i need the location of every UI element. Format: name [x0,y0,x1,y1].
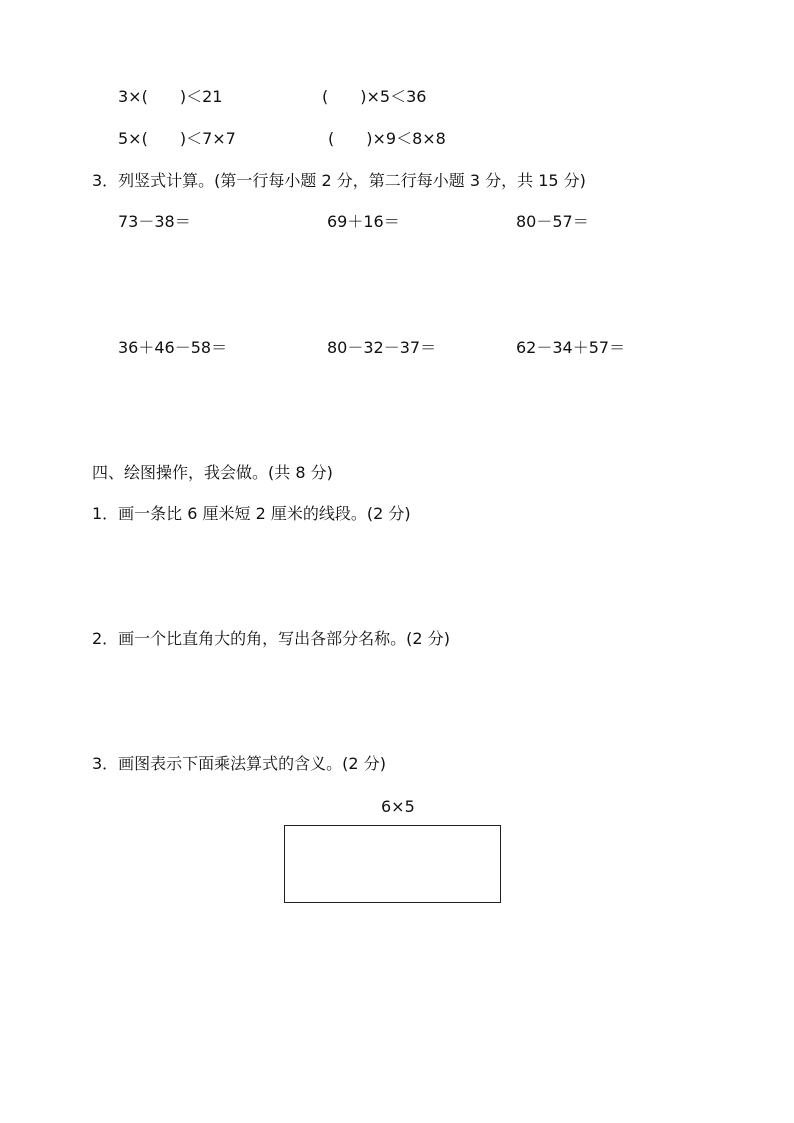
calc-problem-4: 36＋46－58＝ [118,338,228,357]
comparison-2-right: ( )×9＜8×8 [328,129,446,148]
drawing-question-2: 2．画一个比直角大的角，写出各部分名称。(2 分) [92,629,450,648]
calc-problem-2: 69＋16＝ [327,212,400,231]
vertical-calc-heading: 3．列竖式计算。(第一行每小题 2 分，第二行每小题 3 分，共 15 分) [92,171,586,190]
calc-problem-3: 80－57＝ [516,212,589,231]
calc-problem-5: 80－32－37＝ [327,338,437,357]
multiplication-expression: 6×5 [381,797,415,816]
comparison-1-right: ( )×5＜36 [322,87,427,106]
comparison-1-left: 3×( )＜21 [118,87,223,106]
drawing-question-1: 1．画一条比 6 厘米短 2 厘米的线段。(2 分) [92,504,411,523]
drawing-question-3: 3．画图表示下面乘法算式的含义。(2 分) [92,754,386,773]
section-4-title: 四、绘图操作，我会做。(共 8 分) [92,463,333,482]
comparison-2-left: 5×( )＜7×7 [118,129,236,148]
calc-problem-6: 62－34＋57＝ [516,338,626,357]
drawing-answer-box[interactable] [284,825,501,903]
calc-problem-1: 73－38＝ [118,212,191,231]
